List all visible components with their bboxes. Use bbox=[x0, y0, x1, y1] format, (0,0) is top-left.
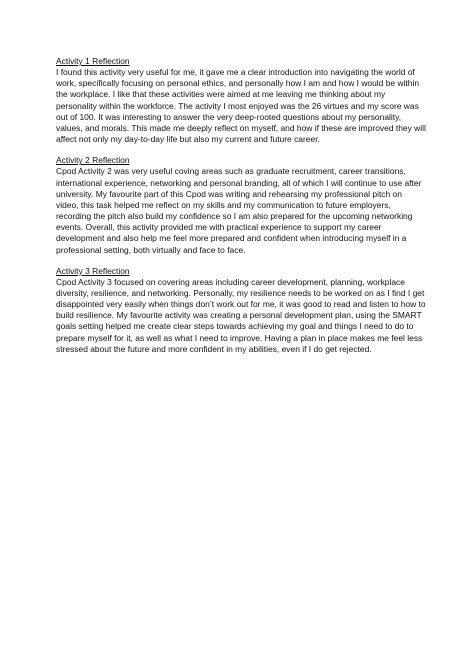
section-heading: Activity 2 Reflection bbox=[56, 155, 130, 166]
reflection-section-3 bbox=[56, 266, 426, 355]
section-paragraph: I found this activity very useful for me, it gave me a clear introduction into navigating the world of work, specifically focusing on personal ethics, and personally how I am and how I would be within the workplace. I like that these activities were aimed at me leaving me thinking about my personality within the workforce. The activity I most enjoyed was the 26 virtues and my score was out of 100. It was interesting to answer the very deep-rooted questions about my personality, values, and morals. This made me deeply reflect on myself, and how if these are improved they will affect not only my day-to-day life but also my current and future career. bbox=[56, 67, 426, 145]
document-body bbox=[56, 56, 426, 365]
reflection-section-2 bbox=[56, 155, 426, 255]
section-paragraph: Cpod Activity 2 was very useful coving areas such as graduate recruitment, career transitions, international experience, networking and personal branding, all of which I will continue to use after university. My favourite part of this Cpod was writing and rehearsing my professional pitch on video, this task helped me reflect on my skills and my communication to future employers, recording the pitch also build my confidence so I am also prepared for the upcoming networking events. Overall, this activity provided me with practical experience to support my career development and also help me feel more prepared and confident when introducing myself in a professional setting, both virtually and face to face. bbox=[56, 166, 422, 255]
section-paragraph: Cpod Activity 3 focused on covering areas including career development, planning, workplace diversity, resilience, and networking. Personally, my resilience needs to be worked on as I find I get disappointed very easily when things don’t work out for me, it was good to read and listen to how to build resilience. My favourite activity was creating a personal development plan, using the SMART goals setting helped me create clear steps towards achieving my goal and things I need to do to prepare myself for it, as well as what I need to improve. Having a plan in place makes me feel less stressed about the future and more confident in my abilities, even if I do get rejected. bbox=[56, 276, 426, 354]
reflection-section-1 bbox=[56, 56, 426, 145]
section-heading: Activity 1 Reflection bbox=[56, 56, 130, 66]
section-heading: Activity 3 Reflection bbox=[56, 265, 130, 276]
